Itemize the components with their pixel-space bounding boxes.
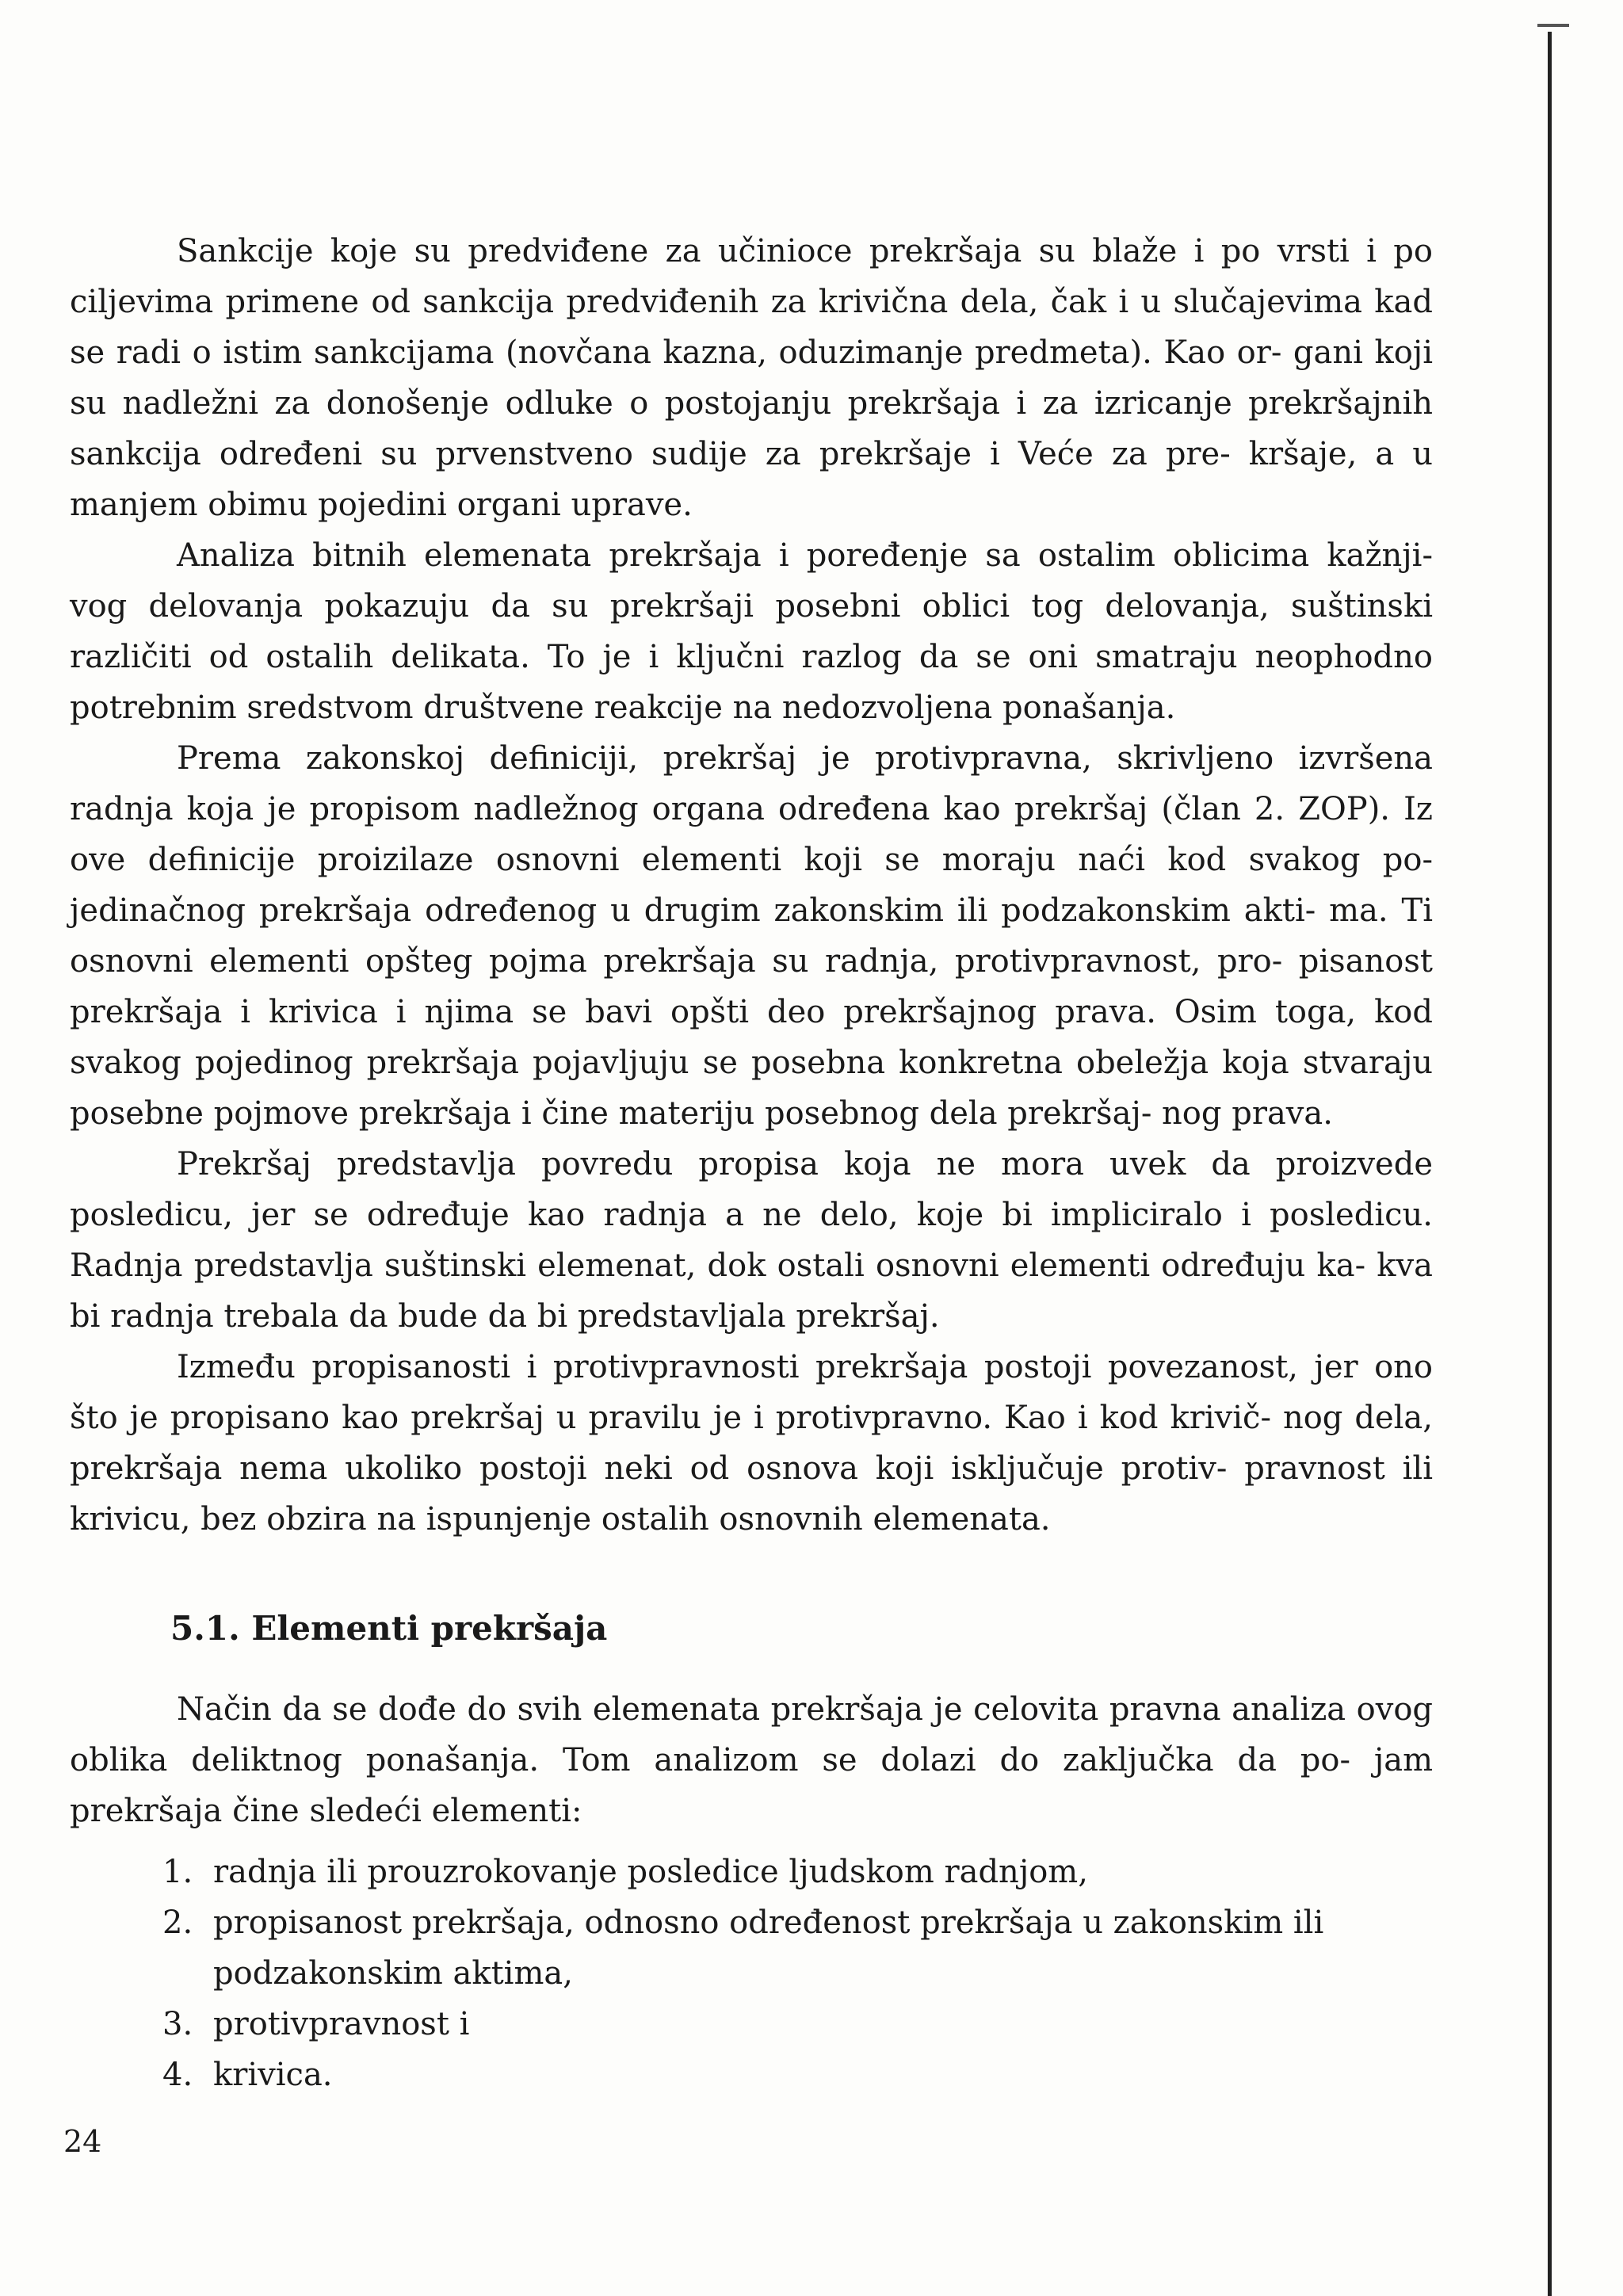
- list-number: 2.: [162, 1904, 193, 1941]
- list-text: protivpravnost i: [213, 2006, 470, 2042]
- list-number: 3.: [162, 2006, 193, 2042]
- list-text: propisanost prekršaja, odnosno određenost prekršaja u zakonskim ili podzakonskim aktima,: [213, 1904, 1324, 1992]
- list-number: 4.: [162, 2057, 193, 2093]
- body-text: [70, 226, 1433, 1545]
- page-number: 24: [63, 2124, 102, 2159]
- section-intro-block: [70, 1684, 1433, 1836]
- list-item: [162, 1999, 1438, 2050]
- paragraph: Prema zakonskoj definiciji, prekršaj je protivpravna, skrivljeno izvršena radnja koja je propisom nadležnog organa određena kao prekršaj (član 2. ZOP). Iz ove definicije proizilaze osnovni elementi koji se moraju naći kod svakog po- jedinačnog prekršaja određenog u drugim zakonskim ili podzakonskim akti- ma. Ti osnovni elementi opšteg pojma prekršaja su radnja, protivpravnost, pro- pisanost prekršaja i krivica i njima se bavi opšti deo prekršajnog prava. Osim toga, kod svakog pojedinog prekršaja pojavljuju se posebna konkretna obeležja koja stvaraju posebne pojmove prekršaja i čine materiju posebnog dela prekršaj- nog prava.: [70, 740, 1433, 1132]
- scan-edge-mark: [1537, 24, 1569, 27]
- list-item: [162, 2050, 1438, 2100]
- paragraph: Analiza bitnih elemenata prekršaja i poređenje sa ostalim oblicima kažnji- vog delovanja pokazuju da su prekršaji posebni oblici tog delovanja, suštinski različiti od ostalih delikata. To je i ključni razlog da se oni smatraju neophodno potrebnim sredstvom društvene reakcije na nedozvoljena ponašanja.: [70, 537, 1433, 726]
- list-item: [162, 1897, 1438, 1999]
- scan-edge-line: [1548, 32, 1552, 2296]
- list-text: krivica.: [213, 2057, 333, 2093]
- list-number: 1.: [162, 1854, 193, 1890]
- section-heading: 5.1. Elementi prekršaja: [170, 1609, 608, 1648]
- section-intro: Način da se dođe do svih elemenata prekršaja je celovita pravna analiza ovog oblika deliktnog ponašanja. Tom analizom se dolazi do zaključka da po- jam prekršaja čine sledeći elementi:: [70, 1691, 1433, 1829]
- paragraph: Između propisanosti i protivpravnosti prekršaja postoji povezanost, jer ono što je propisano kao prekršaj u pravilu je i protivpravno. Kao i kod krivič- nog dela, prekršaja nema ukoliko postoji neki od osnova koji isključuje protiv- pravnost ili krivicu, bez obzira na ispunjenje ostalih osnovnih elemenata.: [70, 1349, 1433, 1538]
- paragraph: Prekršaj predstavlja povredu propisa koja ne mora uvek da proizvede posledicu, jer se određuje kao radnja a ne delo, koje bi impliciralo i posledicu. Radnja predstavlja suštinski elemenat, dok ostali osnovni elementi određuju ka- kva bi radnja trebala da bude da bi predstavljala prekršaj.: [70, 1146, 1433, 1335]
- list-item: [162, 1847, 1438, 1897]
- list-text: radnja ili prouzrokovanje posledice ljudskom radnjom,: [213, 1854, 1088, 1890]
- elements-list: [162, 1847, 1438, 2100]
- paragraph: Sankcije koje su predviđene za učinioce prekršaja su blaže i po vrsti i po ciljevima primene od sankcija predviđenih za krivična dela, čak i u slučajevima kad se radi o istim sankcijama (novčana kazna, oduzimanje predmeta). Kao or- gani koji su nadležni za donošenje odluke o postojanju prekršaja i za izricanje prekršajnih sankcija određeni su prvenstveno sudije za prekršaje i Veće za pre- kršaje, a u manjem obimu pojedini organi uprave.: [70, 233, 1433, 523]
